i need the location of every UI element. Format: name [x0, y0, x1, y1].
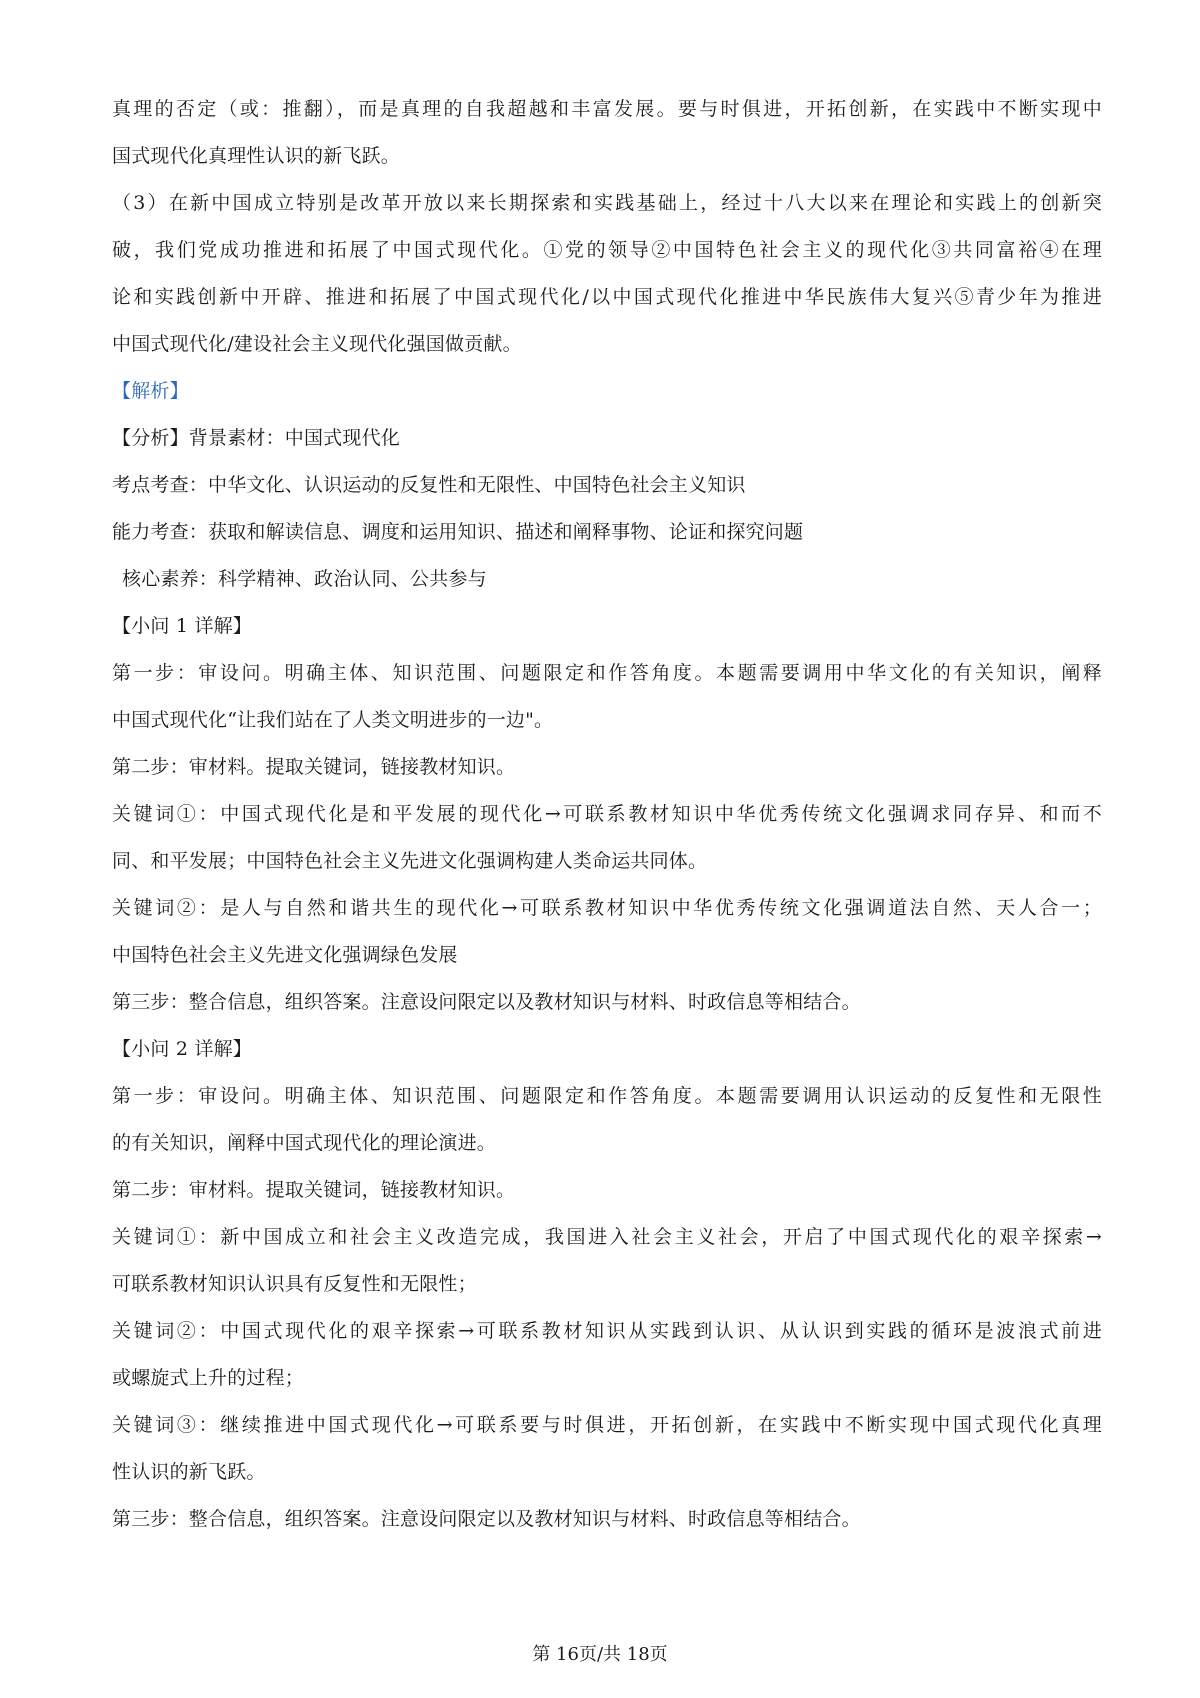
step-line: 第二步：审材料。提取关键词，链接教材知识。 [112, 756, 516, 778]
keyword-line: 同、和平发展；中国特色社会主义先进文化强调构建人类命运共同体。 [112, 850, 708, 872]
keyword-line: 关键词②：是人与自然和谐共生的现代化→可联系教材知识中华优秀传统文化强调道法自然、天人合一； [112, 897, 1102, 919]
keyword-line: 中国特色社会主义先进文化强调绿色发展 [112, 944, 458, 966]
analysis-abilities: 能力考查：获取和解读信息、调度和运用知识、描述和阐释事物、论证和探究问题 [112, 521, 804, 543]
keyword-line: 可联系教材知识认识具有反复性和无限性； [112, 1273, 477, 1295]
step-line: 中国式现代化“让我们站在了人类文明进步的一边"。 [112, 709, 554, 731]
document-body [112, 96, 1102, 1553]
analysis-heading: 【解析】 [112, 380, 189, 402]
keyword-line: 或螺旋式上升的过程； [112, 1367, 305, 1389]
step-line: 第三步：整合信息，组织答案。注意设问限定以及教材知识与材料、时政信息等相结合。 [112, 991, 861, 1013]
analysis-literacy: 核心素养：科学精神、政治认同、公共参与 [122, 568, 487, 590]
step-line: 第二步：审材料。提取关键词，链接教材知识。 [112, 1179, 516, 1201]
answer-3-line: （3）在新中国成立特别是改革开放以来长期探索和实践基础上，经过十八大以来在理论和实践上的创新突 [112, 192, 1102, 214]
answer-line: 真理的否定（或：推翻），而是真理的自我超越和丰富发展。要与时俱进，开拓创新，在实践中不断实现中 [112, 98, 1102, 120]
keyword-line: 关键词②：中国式现代化的艰辛探索→可联系教材知识从实践到认识、从认识到实践的循环是波浪式前进 [112, 1320, 1102, 1342]
keyword-line: 关键词①：中国式现代化是和平发展的现代化→可联系教材知识中华优秀传统文化强调求同存异、和而不 [112, 803, 1102, 825]
step-line: 第三步：整合信息，组织答案。注意设问限定以及教材知识与材料、时政信息等相结合。 [112, 1508, 861, 1530]
keyword-line: 关键词③：继续推进中国式现代化→可联系要与时俱进，开拓创新，在实践中不断实现中国式现代化真理 [112, 1414, 1102, 1436]
page-number: 第 16页/共 18页 [532, 1644, 668, 1665]
answer-3-line: 破，我们党成功推进和拓展了中国式现代化。①党的领导②中国特色社会主义的现代化③共同富裕④在理 [112, 239, 1102, 261]
subquestion-2-heading: 【小问 2 详解】 [112, 1038, 252, 1060]
keyword-line: 性认识的新飞跃。 [112, 1461, 266, 1483]
analysis-exam-points: 考点考查：中华文化、认识运动的反复性和无限性、中国特色社会主义知识 [112, 474, 746, 496]
step-line: 第一步：审设问。明确主体、知识范围、问题限定和作答角度。本题需要调用中华文化的有关知识，阐释 [112, 662, 1102, 684]
step-line: 第一步：审设问。明确主体、知识范围、问题限定和作答角度。本题需要调用认识运动的反复性和无限性 [112, 1085, 1102, 1107]
answer-line: 国式现代化真理性认识的新飞跃。 [112, 145, 401, 167]
keyword-line: 关键词①：新中国成立和社会主义改造完成，我国进入社会主义社会，开启了中国式现代化的艰辛探索→ [112, 1226, 1102, 1248]
answer-3-line: 中国式现代化/建设社会主义现代化强国做贡献。 [112, 333, 522, 355]
subquestion-1-heading: 【小问 1 详解】 [112, 615, 252, 637]
answer-3-line: 论和实践创新中开辟、推进和拓展了中国式现代化/以中国式现代化推进中华民族伟大复兴⑤青少年为推进 [112, 286, 1102, 308]
analysis-background: 【分析】背景素材：中国式现代化 [112, 427, 401, 449]
step-line: 的有关知识，阐释中国式现代化的理论演进。 [112, 1132, 497, 1154]
